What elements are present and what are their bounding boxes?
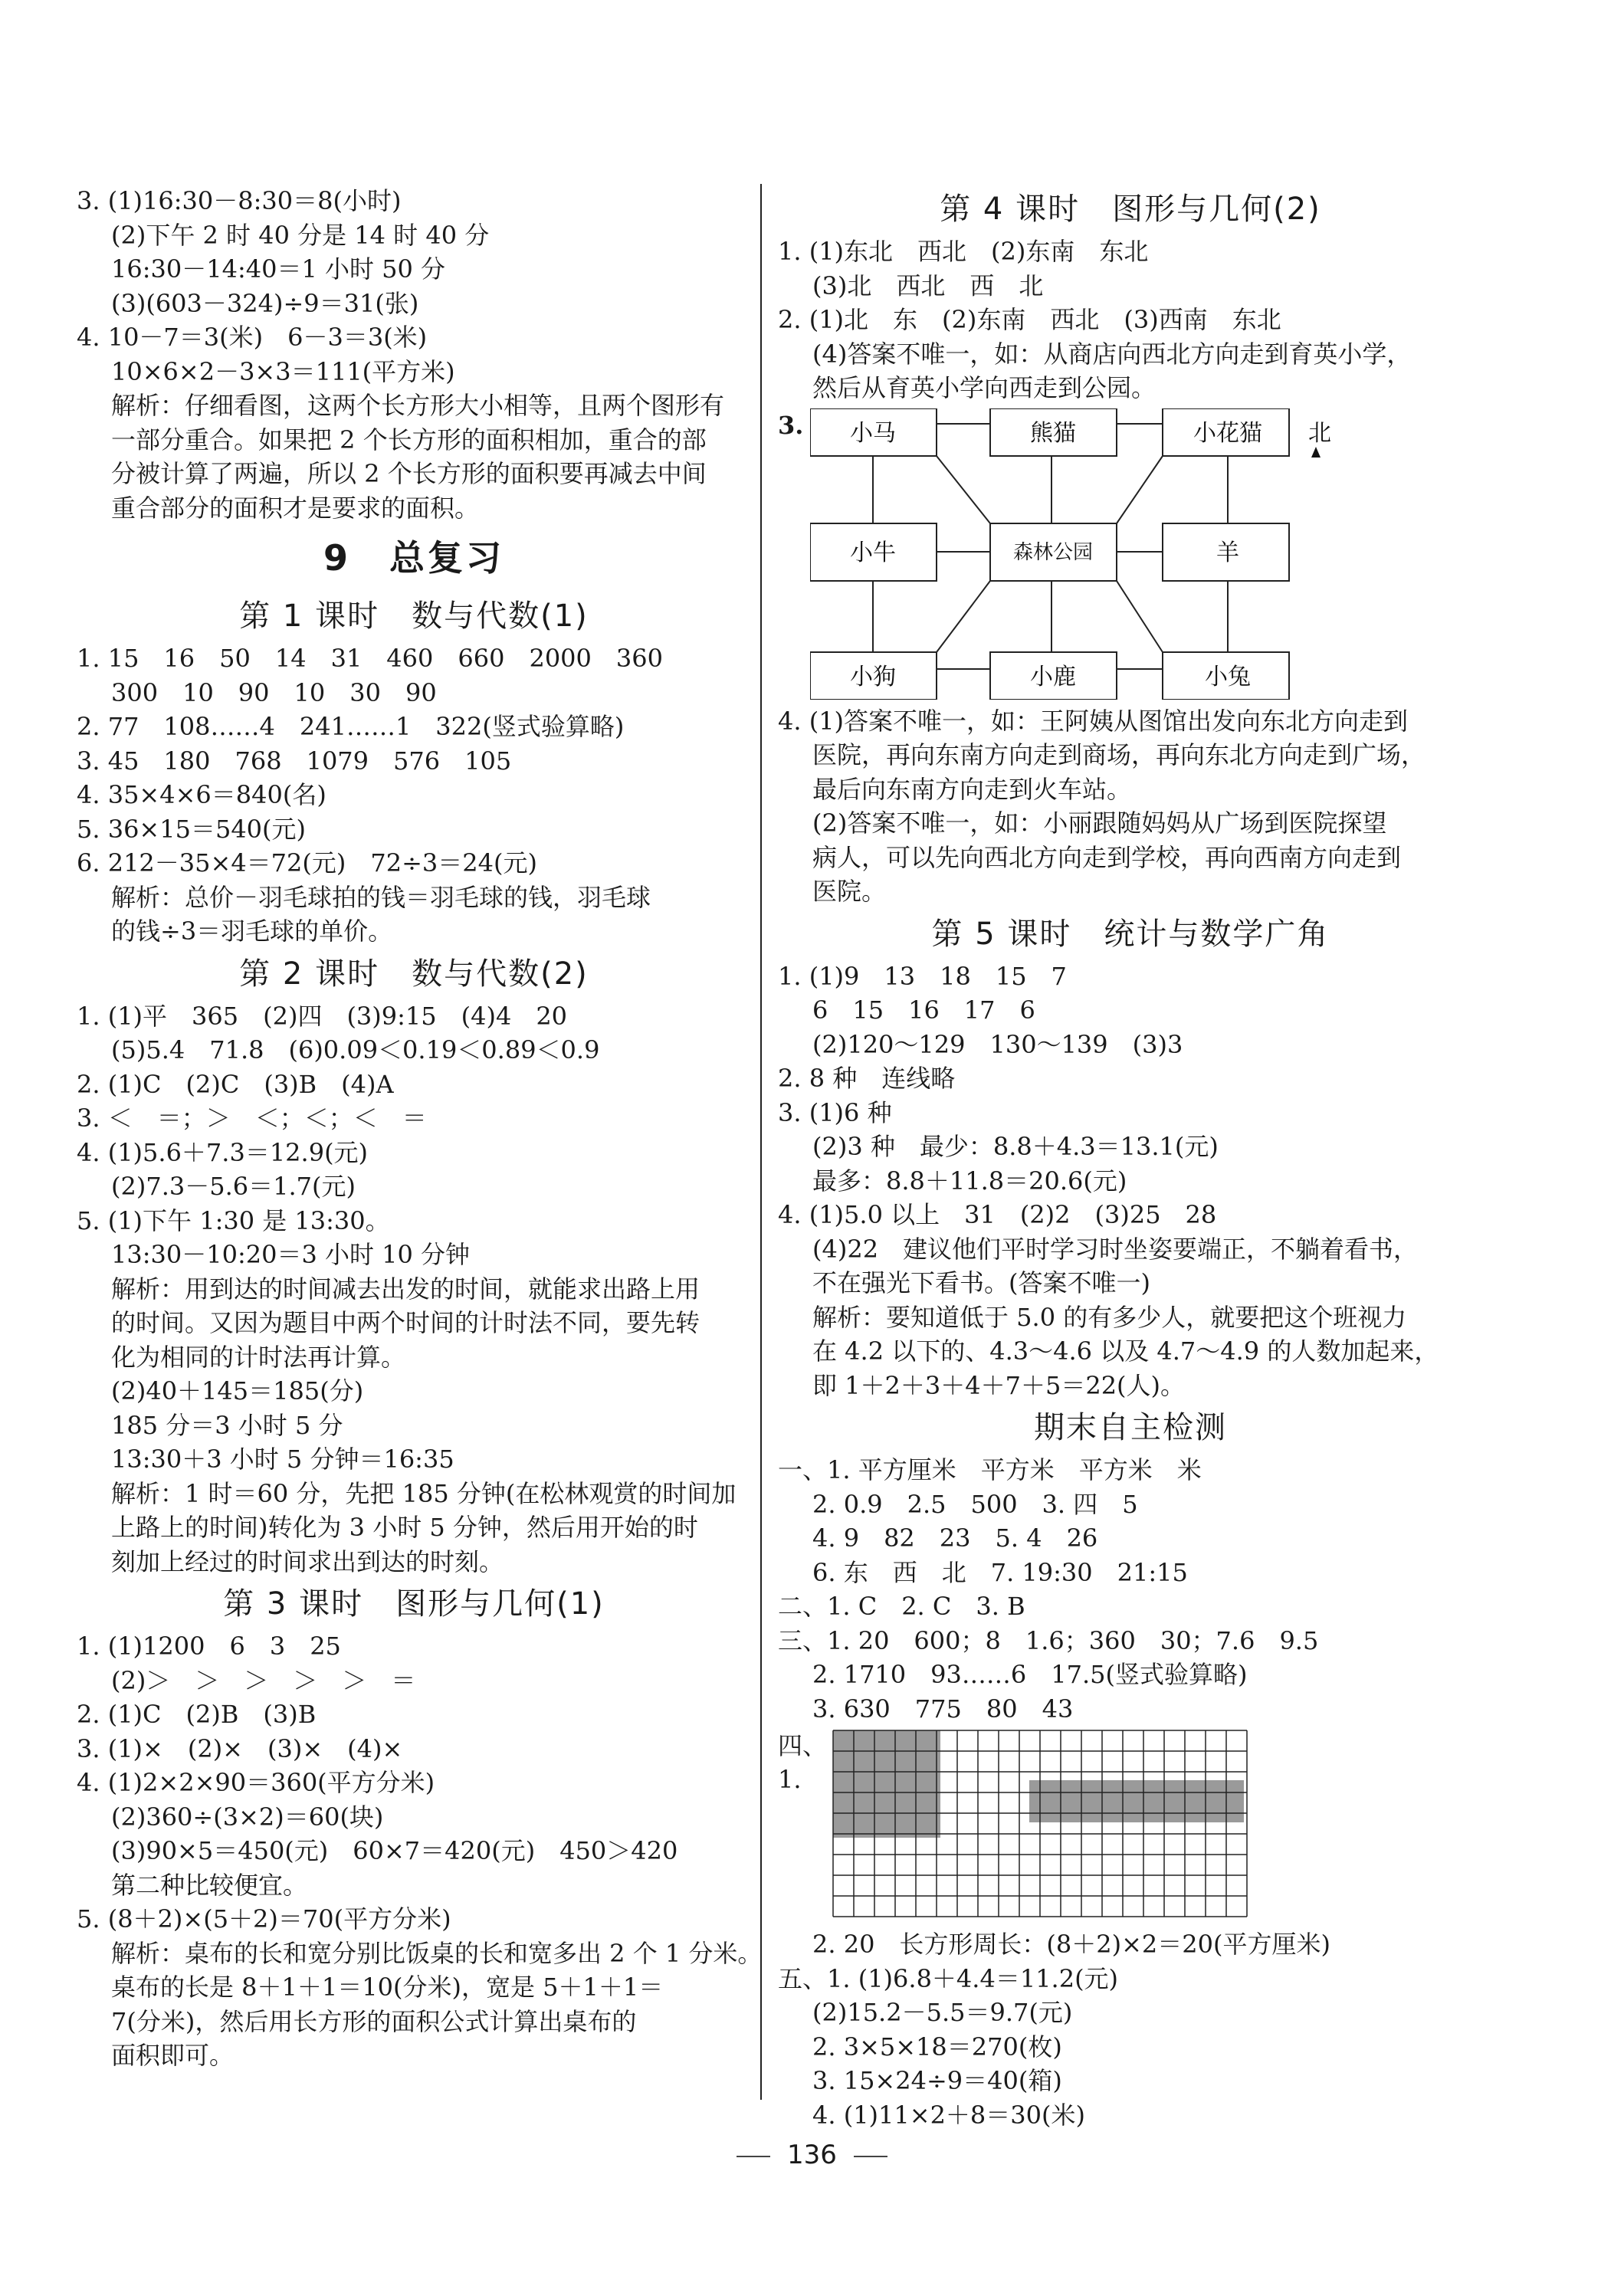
analysis-line: 重合部分的面积才是要求的面积。 — [111, 493, 480, 523]
answer-line: 2. (1)北 东 (2)东南 西北 (3)西南 东北 — [778, 305, 1281, 334]
answer-line: 4. (1)2×2×90＝360(平方分米) — [77, 1768, 435, 1797]
analysis-line: 解析：桌布的长和宽分别比饭桌的长和宽多出 2 个 1 分米。 — [111, 1938, 763, 1968]
answer-line: (5)5.4 71.8 (6)0.09＜0.19＜0.89＜0.9 — [111, 1035, 600, 1064]
answer-line: 最后向东南方向走到火车站。 — [812, 774, 1132, 804]
map-link — [1117, 456, 1163, 523]
answer-line: 3. (1)× (2)× (3)× (4)× — [77, 1733, 403, 1763]
question-number: 四、1. — [778, 1731, 828, 1794]
analysis-line: 7(分米)，然后用长方形的面积公式计算出桌布的 — [111, 2006, 637, 2036]
answer-line: 6. 东 西 北 7. 19:30 21:15 — [812, 1557, 1188, 1587]
page-number-footer — [0, 2140, 1624, 2170]
lesson-4-title: 第 4 课时 图形与几何(2) — [940, 192, 1321, 227]
answer-line: 3. 15×24÷9＝40(箱) — [812, 2066, 1062, 2095]
map-link — [1117, 581, 1163, 652]
map-link — [937, 456, 990, 523]
lesson-5-title: 第 5 课时 统计与数学广角 — [931, 916, 1330, 952]
answer-line: 2. 3×5×18＝270(枚) — [812, 2032, 1062, 2061]
answer-line: 最多：8.8＋11.8＝20.6(元) — [812, 1166, 1127, 1195]
answer-line: 300 10 90 10 30 90 — [111, 677, 437, 707]
answer-line: 2. (1)C (2)C (3)B (4)A — [77, 1069, 394, 1099]
lesson-2-title: 第 2 课时 数与代数(2) — [239, 956, 589, 992]
analysis-line: 分被计算了两遍，所以 2 个长方形的面积要再减去中间 — [111, 459, 707, 488]
left-column — [77, 184, 763, 2073]
answer-line: 6 15 16 17 6 — [812, 995, 1035, 1025]
answer-line: 2. 20 长方形周长：(8＋2)×2＝20(平方厘米) — [812, 1930, 1330, 1959]
grid-answer-row — [778, 1729, 1483, 1924]
answer-line: 6. 212－35×4＝72(元) 72÷3＝24(元) — [77, 848, 537, 877]
map-node-tr: 小花猫 — [1193, 419, 1262, 447]
answer-line: (2)答案不唯一，如：小丽跟随妈妈从广场到医院探望 — [812, 808, 1387, 838]
right-column — [778, 184, 1483, 2132]
answer-line: 1. (1)1200 6 3 25 — [77, 1632, 341, 1661]
answer-line: 5. 36×15＝540(元) — [77, 814, 307, 844]
map-link — [937, 581, 990, 652]
answer-line: (2)7.3－5.6＝1.7(元) — [111, 1172, 356, 1201]
shaded-rectangle — [1029, 1780, 1244, 1822]
direction-map-diagram — [810, 408, 1347, 700]
answer-line: 13:30＋3 小时 5 分钟＝16:35 — [111, 1445, 454, 1474]
lesson-3-title: 第 3 课时 图形与几何(1) — [223, 1586, 605, 1622]
answer-line: 2. 0.9 2.5 500 3. 四 5 — [812, 1489, 1138, 1519]
map-node-bc: 小鹿 — [1030, 663, 1076, 690]
answer-line: 2. 8 种 连线略 — [778, 1064, 956, 1093]
answer-line: 2. 77 108……4 241……1 322(竖式验算略) — [77, 712, 625, 741]
answer-line: 五、1. (1)6.8＋4.4＝11.2(元) — [778, 1963, 1119, 1993]
answer-line: 2. (1)C (2)B (3)B — [77, 1700, 317, 1729]
answer-line: 3. (1)16:30－8:30＝8(小时) — [77, 186, 402, 215]
answer-line: 4. (1)答案不唯一，如：王阿姨从图馆出发向东北方向走到 — [778, 706, 1409, 736]
chapter-title: 9 总复习 — [323, 537, 504, 579]
answer-line: 1. 15 16 50 14 31 460 660 2000 360 — [77, 644, 663, 673]
analysis-line: 的时间。又因为题目中两个时间的计时法不同，要先转 — [111, 1308, 700, 1337]
answer-line: 4. 9 82 23 5. 4 26 — [812, 1523, 1098, 1553]
analysis-line: 解析：用到达的时间减去出发的时间，就能求出路上用 — [111, 1274, 700, 1304]
answer-line: 3. (1)6 种 — [778, 1097, 892, 1127]
answer-line: 医院，再向东南方向走到商场，再向东北方向走到广场， — [812, 740, 1426, 769]
map-node-tl: 小马 — [850, 419, 896, 447]
answer-line: (3)北 西北 西 北 — [812, 271, 1044, 300]
answer-line: 1. (1)平 365 (2)四 (3)9:15 (4)4 20 — [77, 1001, 568, 1031]
answer-line: 1. (1)东北 西北 (2)东南 东北 — [778, 237, 1149, 266]
answer-line: 16:30－14:40＝1 小时 50 分 — [111, 254, 446, 284]
column-divider — [760, 184, 762, 2100]
answer-line: 3. 630 775 80 43 — [812, 1694, 1074, 1724]
analysis-line: 化为相同的计时法再计算。 — [111, 1342, 406, 1372]
answer-line: 然后从育英小学向西走到公园。 — [812, 373, 1156, 402]
shaded-square — [833, 1730, 940, 1838]
map-node-mr: 羊 — [1216, 539, 1239, 566]
exam-title: 期末自主检测 — [1034, 1410, 1227, 1445]
answer-line: (2)3 种 最少：8.8＋4.3＝13.1(元) — [812, 1132, 1219, 1161]
answer-line: 医院。 — [812, 877, 887, 906]
north-label: 北 — [1308, 419, 1331, 447]
answer-line: 13:30－10:20＝3 小时 10 分钟 — [111, 1240, 471, 1269]
answer-line: (2)40＋145＝185(分) — [111, 1376, 364, 1405]
answer-line: 10×6×2－3×3＝111(平方米) — [111, 356, 455, 386]
answer-line: (4)22 建议他们平时学习时坐姿要端正，不躺着看书， — [812, 1234, 1419, 1264]
answer-line: 二、1. C 2. C 3. B — [778, 1592, 1025, 1621]
lesson-1-title: 第 1 课时 数与代数(1) — [239, 599, 589, 634]
analysis-line: 解析：1 时＝60 分，先把 185 分钟(在松林观赏的时间加 — [111, 1478, 737, 1508]
answer-line: 三、1. 20 600；8 1.6；360 30；7.6 9.5 — [778, 1625, 1319, 1655]
answer-line: 第二种比较便宜。 — [111, 1870, 308, 1900]
answer-line: (4)答案不唯一，如：从商店向西北方向走到育英小学， — [812, 339, 1412, 369]
answer-line: 4. 35×4×6＝840(名) — [77, 780, 326, 809]
map-node-bl: 小狗 — [850, 663, 896, 690]
footer-dash — [854, 2156, 887, 2157]
analysis-line: 的钱÷3＝羽毛球的单价。 — [111, 917, 393, 946]
analysis-line: 在 4.2 以下的、4.3～4.6 以及 4.7～4.9 的人数加起来， — [812, 1337, 1439, 1366]
analysis-line: 即 1＋2＋3＋4＋7＋5＝22(人)。 — [812, 1370, 1186, 1400]
analysis-line: 面积即可。 — [111, 2041, 235, 2070]
map-node-br: 小兔 — [1205, 663, 1251, 690]
answer-line: 3. ＜ ＝；＞ ＜；＜；＜ ＝ — [77, 1104, 427, 1133]
analysis-line: 解析：总价－羽毛球拍的钱＝羽毛球的钱，羽毛球 — [111, 882, 651, 912]
analysis-line: 上路上的时间)转化为 3 小时 5 分钟，然后用开始的时 — [111, 1513, 698, 1542]
answer-line: (2)下午 2 时 40 分是 14 时 40 分 — [111, 220, 490, 250]
answer-line: (2)15.2－5.5＝9.7(元) — [812, 1998, 1073, 2027]
answer-line: 4. 10－7＝3(米) 6－3＝3(米) — [77, 323, 428, 352]
answer-line: (3)(603－324)÷9＝31(张) — [111, 288, 419, 318]
page-number: 136 — [787, 2140, 837, 2170]
answer-line: 185 分＝3 小时 5 分 — [111, 1410, 343, 1440]
answer-line: 2. 1710 93……6 17.5(竖式验算略) — [812, 1660, 1248, 1689]
map-node-mc: 森林公园 — [1012, 540, 1094, 564]
answer-line: (2)120～129 130～139 (3)3 — [812, 1029, 1183, 1059]
analysis-line: 桌布的长是 8＋1＋1＝10(分米)，宽是 5＋1＋1＝ — [111, 1973, 664, 2002]
answer-line: 4. (1)11×2＋8＝30(米) — [812, 2100, 1085, 2130]
question-number: 3. — [778, 410, 804, 440]
analysis-line: 解析：仔细看图，这两个长方形大小相等，且两个图形有 — [111, 391, 725, 420]
map-node-ml: 小牛 — [850, 539, 896, 566]
answer-line: 病人，可以先向西北方向走到学校，再向西南方向走到 — [812, 842, 1402, 872]
analysis-line: 一部分重合。如果把 2 个长方形的面积相加，重合的部 — [111, 425, 707, 454]
answer-line: (2)360÷(3×2)＝60(块) — [111, 1802, 384, 1832]
answer-line: 4. (1)5.0 以上 31 (2)2 (3)25 28 — [778, 1200, 1217, 1229]
answer-line: 1. (1)9 13 18 15 7 — [778, 961, 1067, 991]
analysis-line: 解析：要知道低于 5.0 的有多少人，就要把这个班视力 — [812, 1302, 1407, 1332]
square-grid-figure — [832, 1729, 1261, 1924]
analysis-line: 刻加上经过的时间求出到达的时刻。 — [111, 1546, 504, 1576]
answer-line: 5. (8＋2)×(5＋2)＝70(平方分米) — [77, 1904, 451, 1933]
footer-dash — [737, 2156, 770, 2157]
answer-line: 5. (1)下午 1:30 是 13:30。 — [77, 1205, 390, 1235]
answer-line: 4. (1)5.6＋7.3＝12.9(元) — [77, 1137, 369, 1167]
answer-line: 不在强光下看书。(答案不唯一) — [812, 1268, 1150, 1297]
answer-line: 一、1. 平方厘米 平方米 平方米 米 — [778, 1455, 1202, 1484]
map-diagram-row — [778, 408, 1483, 700]
north-arrow-icon — [1311, 447, 1321, 458]
answer-line: (3)90×5＝450(元) 60×7＝420(元) 450＞420 — [111, 1836, 678, 1865]
map-node-tc: 熊猫 — [1030, 419, 1076, 447]
answer-line: (2)＞ ＞ ＞ ＞ ＞ ＝ — [111, 1665, 416, 1695]
answer-line: 3. 45 180 768 1079 576 105 — [77, 746, 512, 776]
